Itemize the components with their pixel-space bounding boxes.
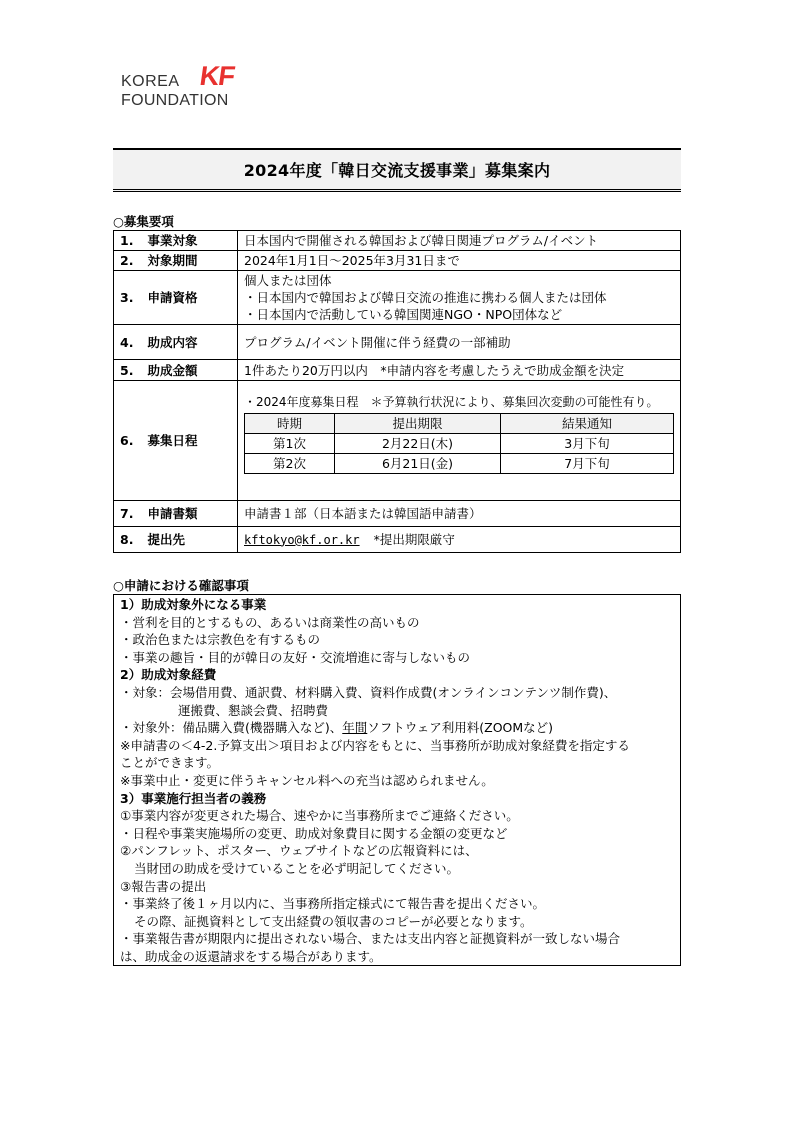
row-value: プログラム/イベント開催に伴う経費の一部補助 — [238, 325, 681, 360]
list-item: ・政治色または宗教色を有するもの — [120, 632, 321, 648]
excl-underlined: 年間 — [342, 720, 368, 736]
logo-text-foundation: FOUNDATION — [121, 92, 229, 109]
schedule-cell: 第1次 — [245, 433, 335, 453]
requirements-heading: ○募集要項 — [113, 214, 174, 229]
list-item: ③報告書の提出 — [120, 878, 207, 894]
schedule-header: 提出期限 — [335, 413, 501, 433]
row-number: 5. — [114, 360, 138, 381]
row-label: 申請資格 — [138, 271, 238, 325]
requirements-table — [113, 230, 681, 553]
list-item: ・日程や事業実施場所の変更、助成対象費目に関する金額の変更など — [120, 825, 508, 841]
list-item: ②パンフレット、ポスター、ウェブサイトなどの広報資料には、 — [120, 843, 478, 859]
subsection-title: 3）事業施行担当者の義務 — [120, 790, 267, 806]
confirm-heading: ○申請における確認事項 — [113, 578, 249, 593]
schedule-note: ・2024年度募集日程 ＊予算執行状況により、募集回次変動の可能性有り。 — [244, 394, 659, 409]
row-label: 対象期間 — [138, 251, 238, 271]
list-item: 当財団の助成を受けていることを必ず明記してください。 — [134, 860, 460, 876]
schedule-header: 時期 — [245, 413, 335, 433]
table-row — [114, 527, 681, 553]
row-number: 6. — [114, 381, 138, 501]
row-number: 3. — [114, 271, 138, 325]
subsection-title: 1）助成対象外になる事業 — [120, 597, 267, 612]
list-item: ・対象：会場借用費、通訳費、材料購入費、資料作成費(オンラインコンテンツ制作費)、 — [120, 684, 617, 700]
confirm-box — [113, 594, 681, 966]
schedule-header: 結果通知 — [501, 413, 674, 433]
email-link[interactable]: kftokyo@kf.or.kr — [244, 532, 360, 547]
list-item — [120, 719, 674, 737]
subsection-title: 2）助成対象経費 — [120, 667, 217, 683]
excl-post: ソフトウェア利用料(ZOOMなど) — [367, 720, 554, 736]
schedule-row — [245, 433, 674, 453]
korea-foundation-logo — [121, 63, 261, 113]
table-row — [114, 381, 681, 501]
schedule-header-row — [245, 413, 674, 433]
row-label: 募集日程 — [138, 381, 238, 501]
table-row — [114, 251, 681, 271]
deadline-note: *提出期限厳守 — [373, 531, 455, 547]
list-item: ※事業中止・変更に伴うキャンセル料への充当は認められません。 — [120, 772, 494, 788]
list-item: その際、証拠資料として支出経費の領収書のコピーが必要となります。 — [134, 913, 533, 929]
logo-mark-kf: KF — [197, 61, 237, 91]
eligibility-line: ・日本国内で活動している韓国関連NGO・NPO団体など — [244, 307, 563, 322]
table-row — [114, 501, 681, 527]
schedule-cell: 第2次 — [245, 453, 335, 473]
row-label: 申請書類 — [138, 501, 238, 527]
schedule-cell: 3月下旬 — [501, 433, 674, 453]
row-value: 1件あたり20万円以内 *申請内容を考慮したうえで助成金額を決定 — [238, 360, 681, 381]
list-item: ・営利を目的とするもの、あるいは商業性の高いもの — [120, 614, 420, 630]
row-number: 7. — [114, 501, 138, 527]
list-item: ・事業報告書が期限内に提出されない場合、または支出内容と証拠資料が一致しない場合 — [120, 931, 621, 947]
row-number: 1. — [114, 231, 138, 251]
row-value — [238, 381, 681, 501]
list-item: ※申請書の＜4-2.予算支出＞項目および内容をもとに、当事務所が助成対象経費を指定する — [120, 737, 630, 753]
row-label: 事業対象 — [138, 231, 238, 251]
page-title: 2024年度「韓日交流支援事業」募集案内 — [243, 161, 551, 180]
excl-pre: ・対象外：備品購入費(機器購入など)、 — [120, 720, 343, 736]
table-row — [114, 360, 681, 381]
row-value — [238, 271, 681, 325]
logo-text-korea: KOREA — [121, 73, 180, 90]
list-item: ・事業の趣旨・目的が韓日の友好・交流増進に寄与しないもの — [120, 649, 471, 665]
list-item: ①事業内容が変更された場合、速やかに当事務所までご連絡ください。 — [120, 808, 519, 824]
table-row — [114, 271, 681, 325]
row-label: 提出先 — [138, 527, 238, 553]
row-label: 助成内容 — [138, 325, 238, 360]
schedule-row — [245, 453, 674, 473]
row-number: 4. — [114, 325, 138, 360]
schedule-cell: 6月21日(金) — [335, 453, 501, 473]
row-value: 2024年1月1日～2025年3月31日まで — [238, 251, 681, 271]
list-item: 運搬費、懇談会費、招聘費 — [178, 702, 329, 718]
schedule-table — [244, 413, 674, 474]
row-label: 助成金額 — [138, 360, 238, 381]
row-value: 日本国内で開催される韓国および韓日関連プログラム/イベント — [238, 231, 681, 251]
table-row — [114, 231, 681, 251]
schedule-cell: 2月22日(木) — [335, 433, 501, 453]
title-banner — [113, 148, 681, 192]
list-item: ・事業終了後１ヶ月以内に、当事務所指定様式にて報告書を提出ください。 — [120, 896, 546, 912]
row-value — [238, 527, 681, 553]
eligibility-line: 個人または団体 — [244, 273, 332, 288]
eligibility-line: ・日本国内で韓国および韓日交流の推進に携わる個人または団体 — [244, 290, 607, 305]
row-value: 申請書１部（日本語または韓国語申請書） — [238, 501, 681, 527]
list-item: ことができます。 — [120, 755, 220, 771]
row-number: 2. — [114, 251, 138, 271]
list-item: は、助成金の返還請求をする場合があります。 — [120, 948, 382, 964]
row-number: 8. — [114, 527, 138, 553]
table-row — [114, 325, 681, 360]
schedule-cell: 7月下旬 — [501, 453, 674, 473]
